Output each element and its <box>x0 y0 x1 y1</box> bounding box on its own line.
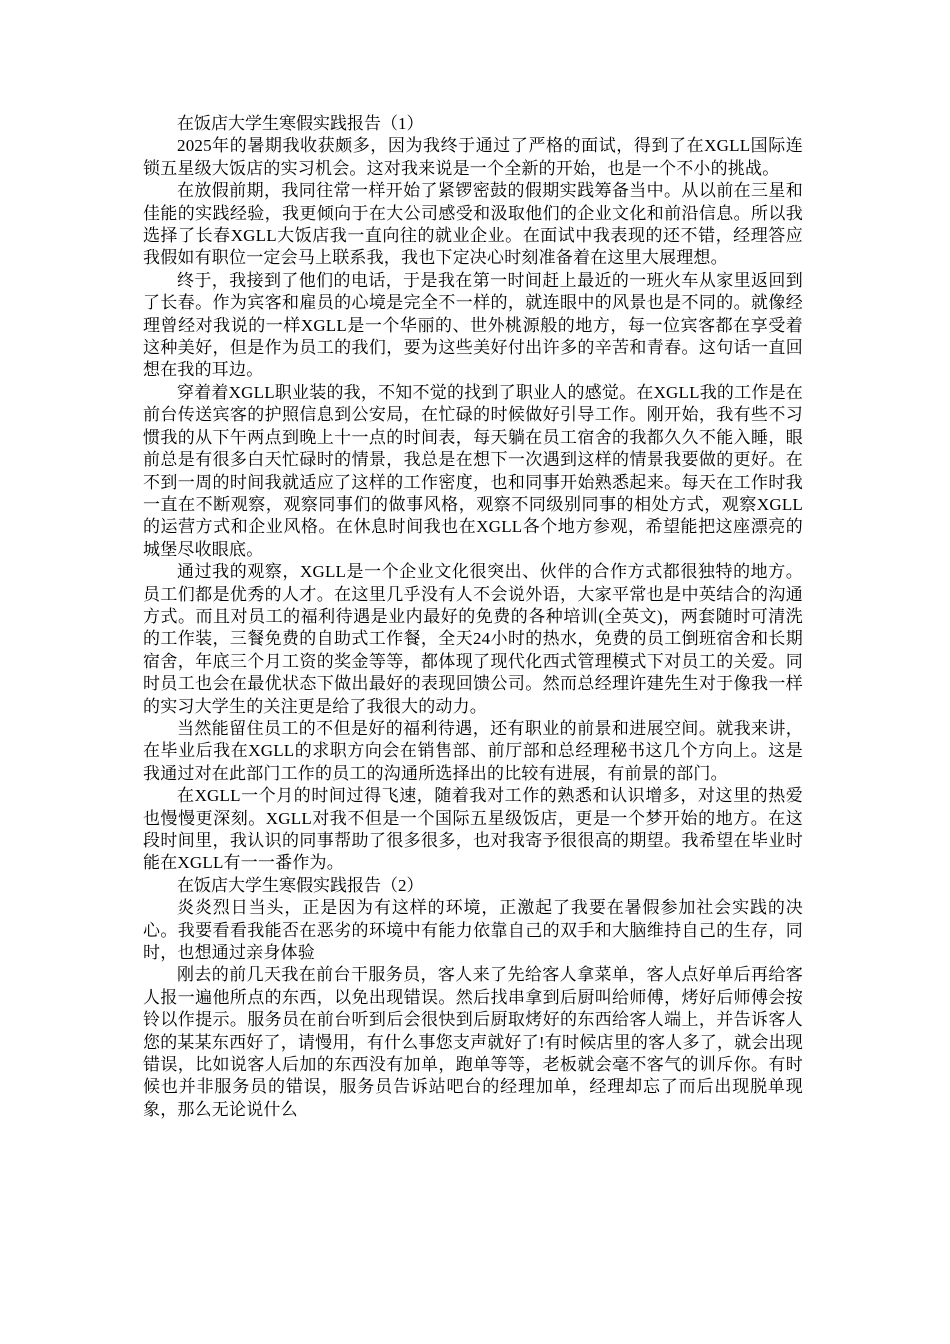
report-title-2: 在饭店大学生寒假实践报告（2） <box>177 875 424 895</box>
paragraph-1: 2025年的暑期我收获颇多，因为我终于通过了严格的面试，得到了在XGLL国际连锁五星级大饭店的实习机会。这对我来说是一个全新的开始，也是一个不小的挑战。 <box>143 136 803 178</box>
paragraph-4: 穿着着XGLL职业装的我，不知不觉的找到了职业人的感觉。在XGLL我的工作是在前台传送宾客的护照信息到公安局，在忙碌的时候做好引导工作。刚开始，我有些不习惯我的从下午两点到晚上十一点的时间表，每天躺在员工宿舍的我都久久不能入睡，眼前总是有很多白天忙碌时的情景，我总是在想下一次遇到这样的情景我要做的更好。在不到一周的时间我就适应了这样的工作密度，也和同事开始熟悉起来。每天在工作时我一直在不断观察，观察同事们的做事风格，观察不同级别同事的相处方式，观察XGLL的运营方式和企业风格。在休息时间我也在XGLL各个地方参观，希望能把这座漂亮的城堡尽收眼底。 <box>143 382 803 559</box>
document-page <box>143 113 803 1121</box>
paragraph-8: 炎炎烈日当头，正是因为有这样的环境，正激起了我要在暑假参加社会实践的决心。我要看看我能否在恶劣的环境中有能力依靠自己的双手和大脑维持自己的生存，同时，也想通过亲身体验 <box>143 898 803 963</box>
paragraph-6: 当然能留住员工的不但是好的福利待遇，还有职业的前景和进展空间。就我来讲，在毕业后我在XGLL的求职方向会在销售部、前厅部和总经理秘书这几个方向上。这是我通过对在此部门工作的员工的沟通所选择出的比较有进展，有前景的部门。 <box>143 718 803 783</box>
paragraph-7: 在XGLL一个月的时间过得飞速，随着我对工作的熟悉和认识增多，对这里的热爱也慢慢更深刻。XGLL对我不但是一个国际五星级饭店，更是一个梦开始的地方。在这段时间里，我认识的同事帮助了很多很多，也对我寄予很很高的期望。我希望在毕业时能在XGLL有一一番作为。 <box>143 786 803 873</box>
paragraph-9: 刚去的前几天我在前台干服务员，客人来了先给客人拿菜单，客人点好单后再给客人报一遍他所点的东西，以免出现错误。然后找串拿到后厨叫给师傅，烤好后师傅会按铃以作提示。服务员在前台听到后会很快到后厨取烤好的东西给客人端上，并告诉客人您的某某东西好了，请慢用，有什么事您支声就好了!有时候店里的客人多了，就会出现错误，比如说客人后加的东西没有加单，跑单等等，老板就会毫不客气的训斥你。有时候也并非服务员的错误，服务员告诉站吧台的经理加单，经理却忘了而后出现脱单现象，那么无论说什么 <box>143 965 803 1119</box>
report-title-1: 在饭店大学生寒假实践报告（1） <box>177 114 424 133</box>
paragraph-3: 终于，我接到了他们的电话，于是我在第一时间赶上最近的一班火车从家里返回到了长春。作为宾客和雇员的心境是完全不一样的，就连眼中的风景也是不同的。就像经理曾经对我说的一样XGLL是一个华丽的、世外桃源般的地方，每一位宾客都在享受着这种美好，但是作为员工的我们，要为这些美好付出许多的辛苦和青春。这句话一直回想在我的耳边。 <box>143 270 803 380</box>
paragraph-5: 通过我的观察，XGLL是一个企业文化很突出、伙伴的合作方式都很独特的地方。员工们都是优秀的人才。在这里几乎没有人不会说外语，大家平常也是中英结合的沟通方式。而且对员工的福利待遇是业内最好的免费的各种培训(全英文)，两套随时可清洗的工作装，三餐免费的自助式工作餐，全天24小时的热水，免费的员工倒班宿舍和长期宿舍，年底三个月工资的奖金等等，都体现了现代化西式管理模式下对员工的关爱。同时员工也会在最优状态下做出最好的表现回馈公司。然而总经理许建先生对于像我一样的实习大学生的关注更是给了我很大的动力。 <box>143 562 803 716</box>
paragraph-2: 在放假前期，我同往常一样开始了紧锣密鼓的假期实践筹备当中。从以前在三星和佳能的实践经验，我更倾向于在大公司感受和汲取他们的企业文化和前沿信息。所以我选择了长春XGLL大饭店我一直向往的就业企业。在面试中我表现的还不错，经理答应我假如有职位一定会马上联系我，我也下定决心时刻准备着在这里大展理想。 <box>143 181 803 268</box>
